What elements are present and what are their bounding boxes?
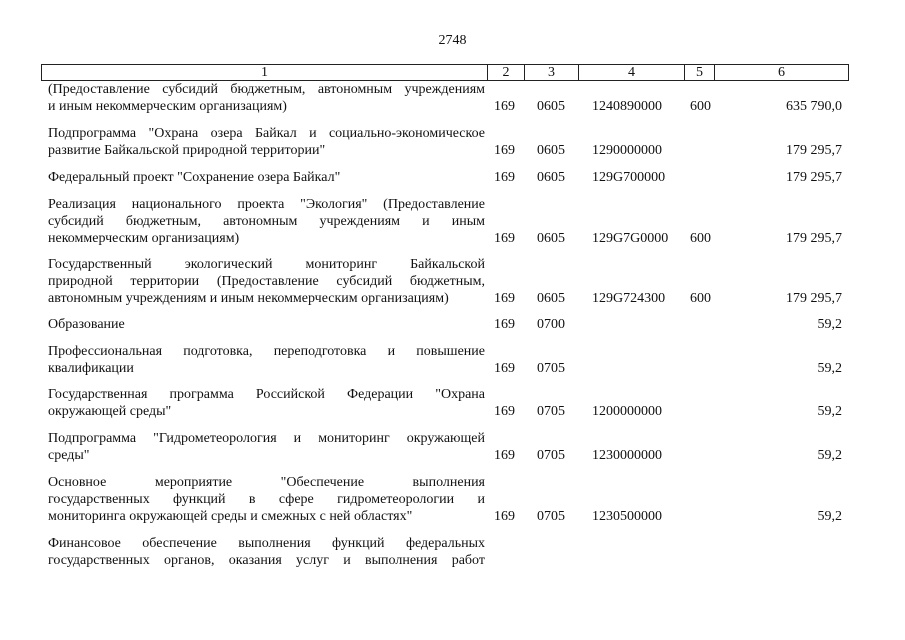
cell-c4: 1290000000 — [592, 143, 662, 158]
cell-c3: 0605 — [537, 231, 565, 246]
description-line: и иным некоммерческим организациям) — [48, 99, 287, 114]
description-line: государственных органов, оказания услуг и выполнения работ — [48, 553, 485, 568]
description-line: окружающей среды" — [48, 404, 172, 419]
header-col-5: 5 — [684, 65, 714, 80]
description-line: Образование — [48, 317, 125, 332]
cell-c6: 179 295,7 — [786, 170, 842, 185]
row-description — [48, 386, 485, 420]
row-description — [48, 316, 485, 333]
header-col-1: 1 — [261, 65, 268, 80]
cell-c2: 169 — [494, 170, 515, 185]
cell-c4: 129G724300 — [592, 291, 666, 306]
cell-c5: 600 — [690, 231, 711, 246]
row-description — [48, 343, 485, 377]
header-col-2: 2 — [487, 65, 524, 80]
description-line: Государственный экологический мониторинг Байкальской — [48, 257, 485, 272]
cell-c3: 0705 — [537, 361, 565, 376]
cell-c3: 0705 — [537, 509, 565, 524]
cell-c2: 169 — [494, 317, 515, 332]
cell-c5: 600 — [690, 291, 711, 306]
cell-c6: 59,2 — [817, 448, 842, 463]
cell-c3: 0605 — [537, 99, 565, 114]
description-line: квалификации — [48, 361, 134, 376]
cell-c6: 59,2 — [817, 317, 842, 332]
cell-c6: 59,2 — [817, 404, 842, 419]
cell-c4: 129G7G0000 — [592, 231, 669, 246]
description-line: Подпрограмма "Охрана озера Байкал и социально-экономическое — [48, 126, 485, 141]
row-description — [48, 125, 485, 159]
cell-c2: 169 — [494, 231, 515, 246]
cell-c4: 1200000000 — [592, 404, 662, 419]
table-header — [41, 64, 849, 81]
cell-c4: 129G700000 — [592, 170, 666, 185]
cell-c6: 635 790,0 — [786, 99, 842, 114]
cell-c2: 169 — [494, 291, 515, 306]
cell-c3: 0705 — [537, 448, 565, 463]
cell-c6: 179 295,7 — [786, 291, 842, 306]
header-col-6: 6 — [714, 65, 848, 80]
cell-c6: 59,2 — [817, 361, 842, 376]
cell-c2: 169 — [494, 404, 515, 419]
row-description — [48, 430, 485, 464]
description-line: Финансовое обеспечение выполнения функций федеральных — [48, 536, 485, 551]
cell-c4: 1240890000 — [592, 99, 662, 114]
cell-c2: 169 — [494, 448, 515, 463]
cell-c6: 179 295,7 — [786, 231, 842, 246]
description-line: Федеральный проект "Сохранение озера Байкал" — [48, 170, 341, 185]
cell-c4: 1230500000 — [592, 509, 662, 524]
description-line: (Предоставление субсидий бюджетным, автономным учреждениям — [48, 82, 485, 97]
row-description — [48, 81, 485, 115]
cell-c3: 0605 — [537, 291, 565, 306]
description-line: Государственная программа Российской Федерации "Охрана — [48, 387, 485, 402]
cell-c2: 169 — [494, 99, 515, 114]
description-line: Реализация национального проекта "Экология" (Предоставление — [48, 197, 485, 212]
description-line: Профессиональная подготовка, переподготовка и повышение — [48, 344, 485, 359]
description-line: Подпрограмма "Гидрометеорология и мониторинг окружающей — [48, 431, 485, 446]
row-description — [48, 535, 485, 569]
cell-c2: 169 — [494, 509, 515, 524]
description-line: некоммерческим организациям) — [48, 231, 240, 246]
cell-c6: 59,2 — [817, 509, 842, 524]
cell-c2: 169 — [494, 361, 515, 376]
cell-c3: 0700 — [537, 317, 565, 332]
description-line: мониторинга окружающей среды и смежных с ней областях" — [48, 509, 413, 524]
row-description — [48, 196, 485, 247]
description-line: государственных функций в сфере гидрометеорологии и — [48, 492, 485, 507]
cell-c3: 0705 — [537, 404, 565, 419]
description-line: автономным учреждениям и иным некоммерческим организациям) — [48, 291, 449, 306]
description-line: природной территории (Предоставление субсидий бюджетным, — [48, 274, 485, 289]
header-col-3: 3 — [524, 65, 578, 80]
page-number: 2748 — [438, 33, 467, 48]
description-line: Основное мероприятие "Обеспечение выполнения — [48, 475, 485, 490]
description-line: среды" — [48, 448, 90, 463]
row-description — [48, 256, 485, 307]
description-line: развитие Байкальской природной территории" — [48, 143, 326, 158]
row-description — [48, 474, 485, 525]
cell-c6: 179 295,7 — [786, 143, 842, 158]
cell-c3: 0605 — [537, 170, 565, 185]
row-description — [48, 169, 485, 186]
header-col-4: 4 — [578, 65, 684, 80]
description-line: субсидий бюджетным, автономным учреждениям и иным — [48, 214, 485, 229]
cell-c2: 169 — [494, 143, 515, 158]
cell-c5: 600 — [690, 99, 711, 114]
cell-c4: 1230000000 — [592, 448, 662, 463]
cell-c3: 0605 — [537, 143, 565, 158]
